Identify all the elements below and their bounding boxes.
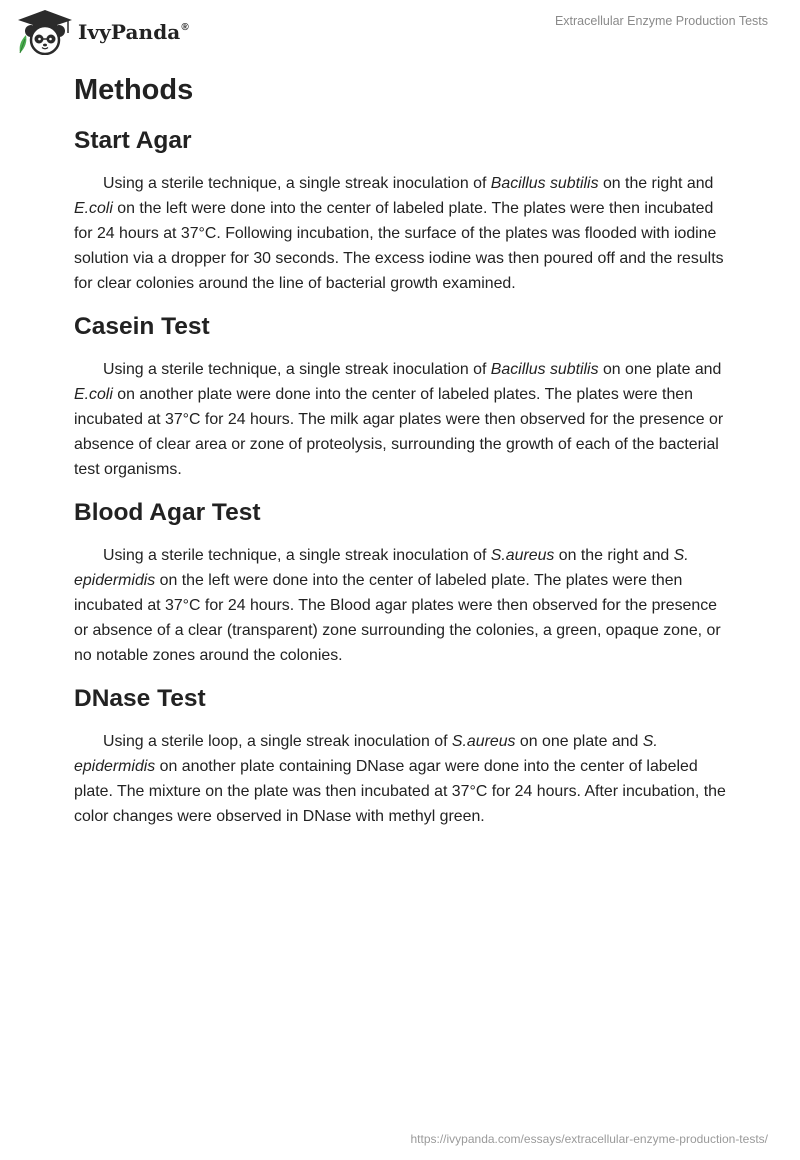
text-run: Using a sterile technique, a single streak inoculation of [103,547,491,564]
sections-container [74,126,726,829]
trademark-symbol: ® [181,22,189,33]
brand-name: IvyPanda® [78,20,189,44]
italic-term: E.coli [74,200,113,217]
section-paragraph [74,171,726,296]
text-run: Using a sterile technique, a single streak inoculation of [103,175,491,192]
text-run: on the right and [598,175,714,192]
text-run: on another plate containing DNase agar were done into the center of labeled plate. The mixture on the plate was then incubated at 37°C for 24 hours. After incubation, the color changes were observed in DNase with methyl green. [74,758,726,825]
section-heading: Casein Test [74,313,210,340]
italic-term: S.aureus [451,733,516,750]
text-run: on one plate and [515,733,643,750]
section-paragraph [74,543,726,668]
text-run: on the left were done into the center of labeled plate. The plates were then incubated at 37°C for 24 hours. The Blood agar plates were then observed for the presence or absence of a clear (transparent) zone surrounding the colonies, a green, opaque zone, or no notable zones around the colonies. [74,572,721,664]
italic-term: S.aureus [490,547,555,564]
page-header [0,0,800,60]
section-paragraph [74,357,726,482]
text-run: on one plate and [598,361,722,378]
italic-term: E.coli [74,386,113,403]
ivypanda-logo[interactable] [16,9,189,55]
document-title: Extracellular Enzyme Production Tests [554,14,768,28]
section-heading: Blood Agar Test [74,499,261,526]
text-run: on the right and [554,547,674,564]
italic-term: Bacillus subtilis [490,361,599,378]
footer-url[interactable]: https://ivypanda.com/essays/extracellular-enzyme-production-tests/ [410,1132,768,1146]
section-paragraph [74,729,726,829]
text-run: on another plate were done into the center of labeled plates. The plates were then incubated at 37°C for 24 hours. The milk agar plates were then observed for the presence or absence of clear area or zone of proteolysis, surrounding the growth of each of the bacterial test organisms. [74,386,724,478]
italic-term: S. epidermidis [74,733,658,775]
section-heading: DNase Test [74,685,206,712]
text-run: Using a sterile loop, a single streak inoculation of [103,733,452,750]
text-run: on the left were done into the center of labeled plate. The plates were then incubated for 24 hours at 37°C. Following incubation, the surface of the plates was flooded with iodine solution via a dropper for 30 seconds. The excess iodine was then poured off and the results for clear colonies around the line of bacterial growth examined. [74,200,724,292]
page-title: Methods [74,74,194,106]
text-run: Using a sterile technique, a single streak inoculation of [103,361,491,378]
italic-term: S. epidermidis [74,547,689,589]
section-heading: Start Agar [74,127,192,154]
italic-term: Bacillus subtilis [490,175,599,192]
panda-graduate-icon [16,9,74,55]
article-content [74,72,726,845]
